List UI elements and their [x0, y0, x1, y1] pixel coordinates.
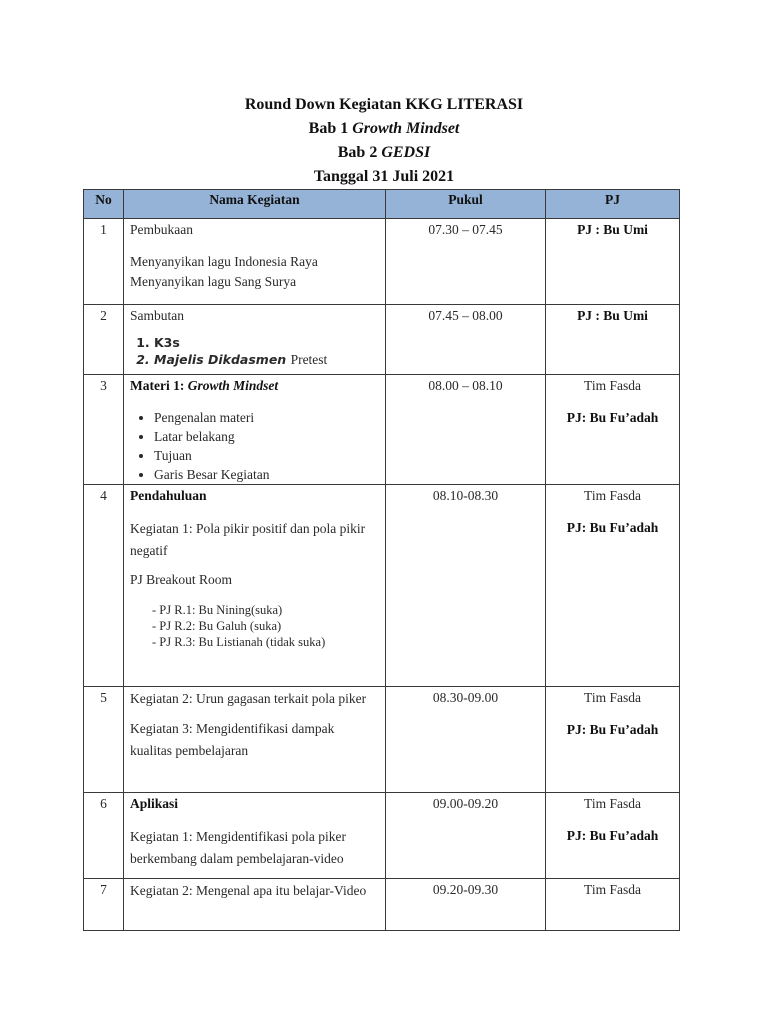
time-cell: 08.10-08.30	[386, 485, 546, 687]
activity-line: Menyanyikan lagu Sang Surya	[130, 274, 297, 289]
activity-line: PJ Breakout Room	[130, 572, 233, 587]
pj-person: PJ: Bu Fu’adah	[566, 722, 659, 737]
list-item: • Tujuan	[154, 446, 379, 465]
bullet-list	[130, 408, 379, 484]
activity-line: Kegiatan 2: Urun gagasan terkait pola piker	[130, 691, 367, 706]
row-number: 6	[84, 793, 124, 879]
header-activity: Nama Kegiatan	[124, 190, 386, 219]
title-line-1: Round Down Kegiatan KKG LITERASI	[244, 96, 524, 113]
time-cell: 08.00 – 08.10	[386, 375, 546, 485]
header-pj: PJ	[546, 190, 680, 219]
table-row	[84, 687, 680, 793]
title-date: Tanggal 31 Juli 2021	[313, 168, 455, 185]
list-item: - PJ R.3: Bu Listianah (tidak suka)	[152, 634, 379, 650]
activity-title: Pembukaan	[130, 222, 193, 237]
header-time: Pukul	[386, 190, 546, 219]
activity-title: Materi 1: Growth Mindset	[130, 378, 279, 393]
pj-cell	[546, 375, 680, 485]
pj-team: Tim Fasda	[584, 796, 641, 811]
row-number: 7	[84, 879, 124, 931]
pj-team: Tim Fasda	[584, 882, 641, 897]
list-item: - PJ R.1: Bu Nining(suka)	[152, 602, 379, 618]
pj-cell	[546, 879, 680, 931]
list-item: 2. Majelis Dikdasmen Pretest	[154, 351, 379, 368]
row-number: 1	[84, 219, 124, 305]
table-row	[84, 305, 680, 375]
activity-cell	[124, 305, 386, 375]
activity-cell	[124, 687, 386, 793]
pj-person: PJ: Bu Fu’adah	[566, 520, 659, 535]
schedule-table	[83, 189, 680, 931]
activity-title: Sambutan	[130, 308, 184, 323]
activity-line: Kegiatan 1: Pola pikir positif dan pola pikir negatif	[130, 521, 366, 558]
list-item: • Latar belakang	[154, 427, 379, 446]
header-no: No	[84, 190, 124, 219]
title-line-2: Bab 1 Growth Mindset	[308, 120, 460, 137]
table-row	[84, 219, 680, 305]
pj-team: Tim Fasda	[584, 378, 641, 393]
activity-line: Kegiatan 3: Mengidentifikasi dampak kualitas pembelajaran	[130, 721, 335, 758]
time-cell: 07.30 – 07.45	[386, 219, 546, 305]
pj-cell: PJ : Bu Umi	[546, 305, 680, 375]
row-number: 3	[84, 375, 124, 485]
activity-cell	[124, 375, 386, 485]
table-row	[84, 793, 680, 879]
activity-line: Kegiatan 2: Mengenal apa itu belajar-Video	[130, 883, 367, 898]
pj-person: PJ: Bu Fu’adah	[566, 410, 659, 425]
pj-cell	[546, 687, 680, 793]
row-number: 5	[84, 687, 124, 793]
list-item: - PJ R.2: Bu Galuh (suka)	[152, 618, 379, 634]
pj-team: Tim Fasda	[584, 690, 641, 705]
breakout-room-list	[130, 602, 379, 650]
activity-line: Kegiatan 1: Mengidentifikasi pola piker berkembang dalam pembelajaran-video	[130, 829, 346, 866]
activity-cell	[124, 879, 386, 931]
time-cell: 08.30-09.00	[386, 687, 546, 793]
title-line-3: Bab 2 GEDSI	[337, 144, 431, 161]
table-row	[84, 375, 680, 485]
document-title-block	[0, 93, 768, 189]
pj-cell	[546, 485, 680, 687]
time-cell: 09.00-09.20	[386, 793, 546, 879]
activity-title: Pendahuluan	[130, 488, 207, 503]
pj-team: Tim Fasda	[584, 488, 641, 503]
pj-cell	[546, 793, 680, 879]
time-cell: 09.20-09.30	[386, 879, 546, 931]
table-row	[84, 485, 680, 687]
table-header-row	[84, 190, 680, 219]
row-number: 4	[84, 485, 124, 687]
activity-line: Menyanyikan lagu Indonesia Raya	[130, 254, 318, 269]
list-item: 1. K3s	[154, 334, 379, 351]
activity-cell	[124, 219, 386, 305]
pj-cell: PJ : Bu Umi	[546, 219, 680, 305]
activity-cell	[124, 485, 386, 687]
activity-title: Aplikasi	[130, 796, 179, 811]
numbered-list	[130, 334, 379, 368]
table-row	[84, 879, 680, 931]
list-item: • Garis Besar Kegiatan	[154, 465, 379, 484]
activity-cell	[124, 793, 386, 879]
pj-person: PJ: Bu Fu’adah	[566, 828, 659, 843]
row-number: 2	[84, 305, 124, 375]
list-item: • Pengenalan materi	[154, 408, 379, 427]
time-cell: 07.45 – 08.00	[386, 305, 546, 375]
